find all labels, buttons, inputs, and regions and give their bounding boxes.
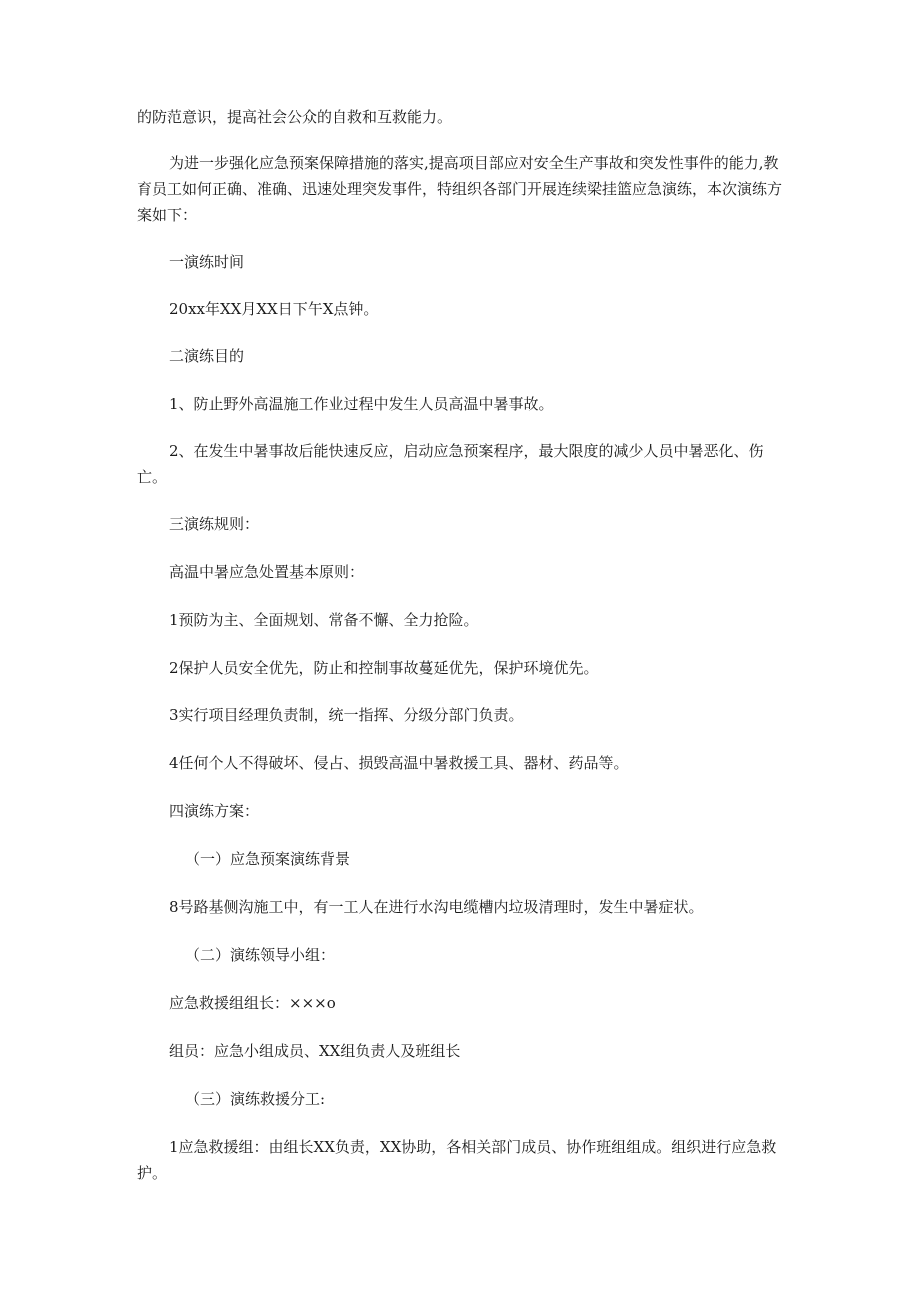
subheading-division: （三）演练救援分工: [185, 1090, 326, 1108]
paragraph-principle-3: 3实行项目经理负责制，统一指挥、分级分部门负责。 [169, 706, 524, 724]
subheading-background: （一）应急预案演练背景 [185, 850, 351, 868]
paragraph-intro: 为进一步强化应急预案保障措施的落实,提高项目部应对安全生产事故和突发性事件的能力,教育员工如何正确、准确、迅速处理突发事件，特组织各部门开展连续梁挂篮应急演练，本次演练方案如下： [137, 154, 783, 224]
paragraph-awareness: 的防范意识，提高社会公众的自救和互救能力。 [137, 108, 453, 126]
paragraph-rescue-group: 1应急救援组：由组长XX负责，XX协助，各相关部门成员、协作班组组成。组织进行应急救护。 [137, 1138, 777, 1182]
paragraph-principle-4: 4任何个人不得破坏、侵占、损毁高温中暑救援工具、器材、药品等。 [169, 754, 629, 772]
section-heading-rules: 三演练规则： [169, 515, 260, 533]
paragraph-principles: 高温中暑应急处置基本原则： [169, 563, 365, 581]
paragraph-team-leader: 应急救援组组长：×××o [169, 994, 336, 1012]
paragraph-time: 20xx年XX月XX日下午X点钟。 [169, 300, 379, 318]
paragraph-principle-1: 1预防为主、全面规划、常备不懈、全力抢险。 [169, 611, 479, 629]
paragraph-purpose-2: 2、在发生中暑事故后能快速反应，启动应急预案程序，最大限度的减少人员中暑恶化、伤亡。 [137, 442, 764, 486]
paragraph-principle-2: 2保护人员安全优先，防止和控制事故蔓延优先，保护环境优先。 [169, 659, 599, 677]
section-heading-purpose: 二演练目的 [169, 347, 245, 365]
section-heading-plan: 四演练方案： [169, 802, 260, 820]
subheading-leadership: （二）演练领导小组： [185, 946, 336, 964]
section-heading-time: 一演练时间 [169, 253, 245, 271]
paragraph-team-members: 组员：应急小组成员、XX组负责人及班组长 [169, 1042, 461, 1060]
paragraph-purpose-1: 1、防止野外高温施工作业过程中发生人员高温中暑事故。 [169, 395, 554, 413]
paragraph-background: 8号路基侧沟施工中，有一工人在进行水沟电缆槽内垃圾清理时，发生中暑症状。 [169, 898, 704, 916]
